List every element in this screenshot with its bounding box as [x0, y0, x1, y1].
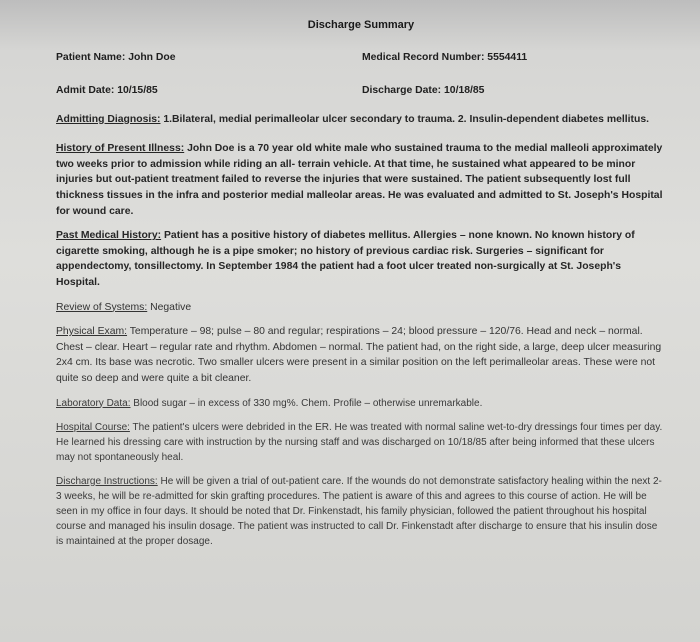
hospital-course-heading: Hospital Course:: [56, 421, 130, 433]
physical-exam-heading: Physical Exam:: [56, 326, 128, 338]
admitting-diagnosis-section: [56, 112, 666, 128]
pmh-heading: Past Medical History:: [56, 230, 162, 242]
discharge-summary-document: [56, 18, 666, 558]
mrn-value: 5554411: [487, 51, 528, 63]
admitting-diagnosis-heading: Admitting Diagnosis:: [56, 113, 161, 125]
document-title: Discharge Summary: [307, 19, 415, 31]
admitting-diagnosis-text: 1.Bilateral, medial perimalleolar ulcer secondary to trauma. 2. Insulin-dependent diabetes mellitus.: [160, 113, 649, 125]
patient-info-row: [56, 50, 666, 65]
discharge-instructions-section: [56, 474, 666, 549]
discharge-date-value: 10/18/85: [444, 84, 485, 96]
hospital-course-text: The patient's ulcers were debrided in the ER. He was treated with normal saline wet-to-dry dressings four times per day. He learned his dressing care with instruction by the nursing staff and was discharged on 10/18/85 after being informed that these ulcers may not spontaneously heal.: [56, 421, 663, 463]
hpi-section: [56, 141, 666, 219]
patient-name-value: John Doe: [128, 51, 176, 63]
admit-date-value: 10/15/85: [117, 84, 158, 96]
hospital-course-section: [56, 420, 666, 465]
discharge-instructions-heading: Discharge Instructions:: [56, 475, 158, 487]
hpi-heading: History of Present Illness:: [56, 143, 185, 155]
lab-data-section: [56, 396, 666, 411]
dates-row: [56, 83, 666, 98]
physical-exam-text: Temperature – 98; pulse – 80 and regular; respirations – 24; blood pressure – 120/76. Head and neck – normal. Chest – clear. Heart – regular rate and rhythm. Abdomen – normal. The patient had, on the right side, a large, deep ulcer measuring 2x4 cm. Its base was necrotic. Two smaller ulcers were present in a similar position on the left perimalleolar areas. These were not quite so deep and were quite a bit cleaner.: [56, 326, 662, 384]
ros-heading: Review of Systems:: [56, 301, 148, 313]
ros-text: Negative: [147, 301, 192, 313]
discharge-date-field: [362, 83, 484, 99]
patient-name-field: [56, 50, 176, 66]
admit-date-field: [56, 83, 158, 99]
pmh-section: [56, 228, 666, 290]
lab-data-text: Blood sugar – in excess of 330 mg%. Chem. Profile – otherwise unremarkable.: [130, 397, 483, 409]
patient-name-label: Patient Name:: [56, 51, 126, 63]
ros-section: [56, 300, 666, 316]
pmh-text: Patient has a positive history of diabetes mellitus. Allergies – none known. No known history of cigarette smoking, although he is a pipe smoker; no history of previous cardiac risk. Surgeries – significant for appendectomy, tonsillectomy. In September 1984 the patient had a foot ulcer treated non-surgically at St. Joseph's Hospital.: [56, 230, 635, 288]
mrn-label: Medical Record Number:: [362, 51, 485, 63]
physical-exam-section: [56, 324, 666, 386]
hpi-text: John Doe is a 70 year old white male who sustained trauma to the medial malleoli approximately two weeks prior to admission while riding an all- terrain vehicle. At that time, he sustained what appeared to be minor injuries but out-patient treatment failed to reverse the injuries that were sustained. The patient subsequently lost full thickness tissues in the infra and posterior medial malleolar areas. He was evaluated and admitted to St. Joseph's Hospital for wound care.: [56, 143, 663, 217]
discharge-date-label: Discharge Date:: [362, 84, 442, 96]
mrn-field: [362, 50, 527, 66]
admit-date-label: Admit Date:: [56, 84, 115, 96]
lab-data-heading: Laboratory Data:: [56, 397, 131, 409]
discharge-instructions-text: He will be given a trial of out-patient care. If the wounds do not demonstrate satisfactory healing within the next 2-3 weeks, he will be re-admitted for skin grafting procedures. The patient is aware of this and agrees to this course of action. He will be seen in my office in four days. It should be noted that Dr. Finkenstadt, his family physician, followed the patient throughout his hospital course and managed his insulin dosage. The patient was instructed to call Dr. Finkenstadt after discharge to ensure that his insulin dose is maintained at the proper dosage.: [56, 475, 662, 547]
